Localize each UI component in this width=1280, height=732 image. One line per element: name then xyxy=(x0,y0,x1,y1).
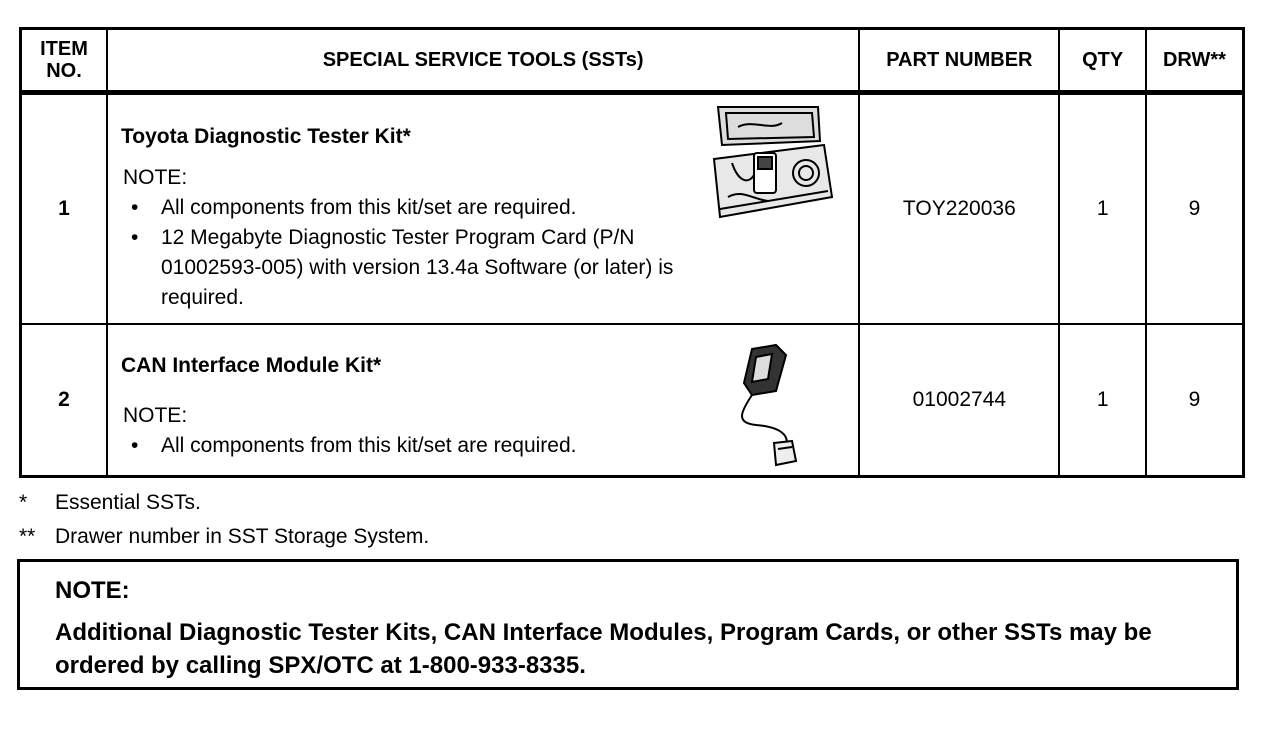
table-row xyxy=(21,324,1244,477)
header-drw: DRW** xyxy=(1146,29,1244,93)
footnote-text: Essential SSTs. xyxy=(55,491,201,514)
header-special-service-tools: SPECIAL SERVICE TOOLS (SSTs) xyxy=(107,29,859,93)
header-part-number: PART NUMBER xyxy=(859,29,1059,93)
header-item-no: ITEM NO. xyxy=(21,29,107,93)
note-list xyxy=(123,193,709,313)
footnote-mark: ** xyxy=(19,525,36,548)
note-label: NOTE: xyxy=(122,166,188,189)
part-number: 01002744 xyxy=(859,324,1059,477)
header-qty: QTY xyxy=(1059,29,1145,93)
tool-name: CAN Interface Module Kit* xyxy=(120,354,382,377)
table-header-row xyxy=(21,29,1244,93)
table-row xyxy=(21,93,1244,325)
drw-value: 9 xyxy=(1146,93,1244,325)
qty-value: 1 xyxy=(1059,324,1145,477)
diagnostic-tester-kit-case-icon xyxy=(708,101,838,223)
note-item: • All components from this kit/set are required. xyxy=(123,193,709,223)
item-number: 1 xyxy=(21,93,107,325)
note-box xyxy=(17,559,1239,690)
item-number: 2 xyxy=(21,324,107,477)
can-interface-module-icon xyxy=(730,343,810,469)
note-item: • All components from this kit/set are required. xyxy=(123,431,577,461)
drw-value: 9 xyxy=(1146,324,1244,477)
part-number: TOY220036 xyxy=(859,93,1059,325)
note-item: • 12 Megabyte Diagnostic Tester Program Card (P/N 01002593-005) with version 13.4a Software (or later) is required. xyxy=(123,223,709,313)
qty-value: 1 xyxy=(1059,93,1145,325)
tool-note xyxy=(123,163,709,313)
tool-name: Toyota Diagnostic Tester Kit* xyxy=(120,125,411,148)
footnote-mark: * xyxy=(19,491,28,514)
note-list xyxy=(123,431,577,461)
note-box-title: NOTE: xyxy=(55,577,130,604)
note-label: NOTE: xyxy=(122,404,188,427)
sst-table xyxy=(19,27,1245,478)
footnote-text: Drawer number in SST Storage System. xyxy=(55,525,430,548)
tool-cell xyxy=(107,93,859,325)
tool-cell xyxy=(107,324,859,477)
note-box-text: Additional Diagnostic Tester Kits, CAN Interface Modules, Program Cards, or other SSTs may be ordered by calling SPX/OTC at 1-800-933-8335. xyxy=(55,619,1152,679)
tool-note xyxy=(123,401,577,461)
